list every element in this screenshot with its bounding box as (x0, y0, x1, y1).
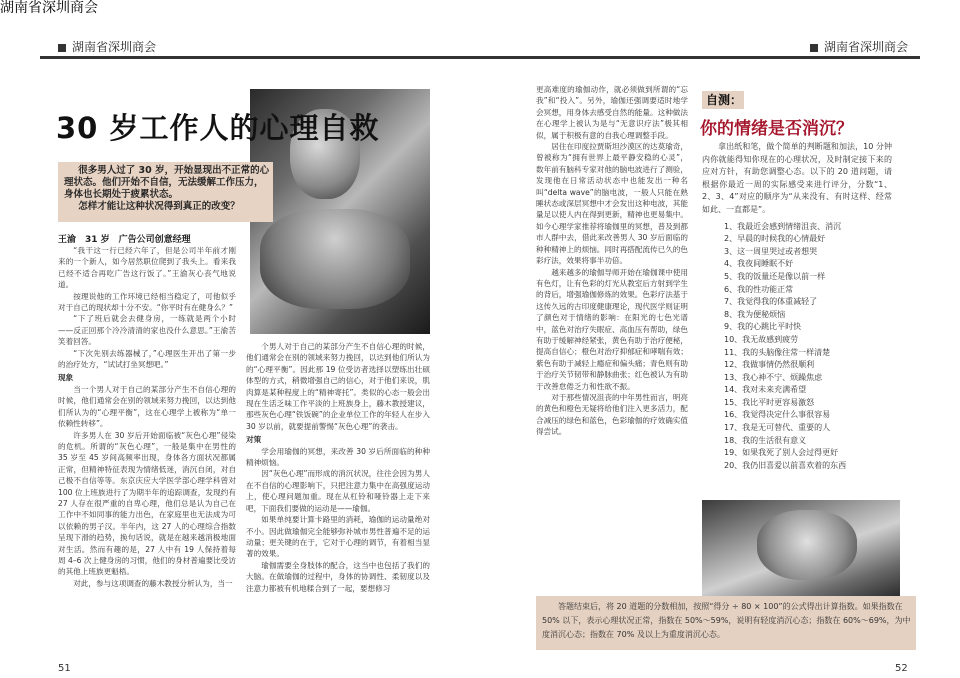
question-item: 2、早晨的时候我的心情最好 (724, 234, 826, 244)
header-square-icon (810, 44, 818, 52)
magazine-spread (0, 34, 960, 678)
question-item: 18、我的生活很有意义 (724, 435, 807, 445)
paragraph: 对于那些情况沮丧的中年男性而言，明亮的黄色和橙色无疑将给他们注入更多活力，配合减压的绿色和蓝色，色彩瑜伽的疗效确实值得尝试。 (536, 392, 688, 437)
question-item: 9、我的心跳比平时快 (724, 322, 802, 332)
right-page (480, 34, 960, 674)
paragraph: 按理说他的工作环境已经相当稳定了，可他似乎对于自己的现状却十分不安。“你平时有在健身么？” (58, 291, 236, 313)
article-title: 30 岁工作人的心理自救 (56, 111, 380, 145)
page-number: 51 (58, 663, 71, 674)
right-column-1 (536, 84, 688, 594)
question-item: 20、我仍旧喜爱以前喜欢着的东西 (724, 460, 847, 470)
question-item: 12、我做事情仍然很顺利 (724, 360, 815, 370)
question-item: 11、我的头脑像往常一样清楚 (724, 347, 831, 357)
paragraph: 瑜伽需要全身肢体的配合，这当中也包括了我们的大脑。在做瑜伽的过程中，身体的协调性、柔韧度以及注意力都被有机地糅合到了一起，要想修习 (246, 560, 430, 593)
header-rule (480, 56, 920, 59)
photo-face (757, 510, 857, 580)
question-list (702, 221, 892, 473)
paragraph: “我干这一行已经六年了，但是公司半年前才刚来的一个新人，如今居然职位爬到了我头上。看来我已经不适合再吃广告这行饭了。”王渝灰心丧气地说道。 (58, 246, 236, 290)
question-item: 4、我夜间睡眠不好 (724, 259, 794, 269)
paragraph: 许多男人在 30 岁后开始面临被“灰色心理”侵染的危机。所谓的“灰色心理”，一般是集中在男性的 35 岁至 45 岁间高频率出现，身体各方面状况都属正常，但精神特征表现为情绪低迷，消沉自闭，对自己极不自信等等。东京庆应大学医学部心理学科曾对 100 位上班族进行了为期半年的追踪调查，发现约有 27 人存在很严重的自卑心理，他们总是认为自己在工作中不如同事的能力出色，在家庭里也无法成为可以依赖的男子汉。半年内，这 27 人的心理综合指数呈现下滑的趋势，换句话说，就是在越来越消极地面对生活。然而有趣的是，27 人中有 19 人保持着每周 4–6 次上健身房的习惯，他们的身材普遍要比受访的其他上班族更魁梧。 (58, 430, 236, 577)
question-item: 5、我的饭量还是像以前一样 (724, 271, 826, 281)
header-rule (40, 56, 480, 59)
question-item: 3、这一周里哭过或者想哭 (724, 246, 818, 256)
intro-text (64, 165, 270, 213)
selftest-label: 自测： (702, 91, 744, 109)
left-column-1 (58, 245, 236, 667)
question-item: 14、我对未来充满希望 (724, 385, 807, 395)
question-item: 13、我心神不宁、烦躁焦虑 (724, 372, 823, 382)
paragraph: 当一个男人对于自己的某部分产生不自信心理的时候，他们通常会在别的领域来努力挽回，以达到他们所认为的“心理平衡”，这在心理学上被称为“单一依赖性转移”。 (58, 384, 236, 429)
question-item: 7、我觉得我的体重减轻了 (724, 297, 818, 307)
question-item: 17、我是无可替代、重要的人 (724, 423, 831, 433)
paragraph: 如果单纯要计算卡路里的消耗，瑜伽的运动量绝对不小。因此做瑜伽完全能够弥补城市男性普遍不足的运动量；更关键的在于，它对于心理的调节，有着相当显著的效果。 (246, 515, 430, 559)
paragraph: 个男人对于自己的某部分产生不自信心理的时候，他们通常会在别的领域来努力挽回，以达到他们所认为的“心理平衡”。因此那 19 位受访者选择以塑练出壮硕体型的方式，稍微增强自己的信心，对于他们来说，肌肉算是某种程度上的“精神寄托”。类似的心态一般会出现在生活乏味工作平淡的上班族身上，藤木教授建议，那些灰色心理“铁饭碗”的企业单位工作的年轻人在步入 30 岁以前，就要提前警惕“灰色心理”的袭击。 (246, 342, 430, 431)
intro-line: 怎样才能让这种状况得到真正的改变？ (78, 201, 240, 212)
paragraph: 对此，参与这项调查的藤木教授分析认为，当一 (73, 578, 233, 588)
selftest-title: 你的情绪是否消沉？ (700, 119, 853, 139)
paragraph: 学会用瑜伽的冥想，来改善 30 岁后所面临的种种精神烦恼。 (246, 446, 430, 468)
photo-arm (260, 209, 410, 309)
header-square-icon (58, 44, 66, 52)
result-paragraph: 答题结束后，将 20 道题的分数相加，按照“得分 ÷ 80 × 100”的公式得出计算指数。如果指数在 50% 以下，表示心理状况正常，指数在 50%～59%，说明有轻度消沉心态；指数在 60%～69%，为中度消沉心态；指数在 70% 及以上为重度消沉心态。 (542, 602, 911, 639)
question-item: 10、我无故感到疲劳 (724, 334, 799, 344)
man-photo-small (702, 500, 900, 597)
left-page (0, 34, 480, 674)
byline: 王渝 31 岁 广告公司创意经理 (58, 235, 191, 245)
right-header (810, 40, 908, 54)
question-item: 1、我最近会感到情绪沮丧、消沉 (724, 221, 842, 231)
question-item: 15、我比平时更容易激怒 (724, 397, 815, 407)
left-column-2 (246, 341, 430, 667)
paragraph: 更高难度的瑜伽动作，就必须做到所谓的“忘我”和“投入”。另外，瑜伽还强调要适时地学会冥想，用身体去感受自然的能量。这种做法在心理学上被认为是与“无意识疗法”极其相似，属于积极有意的自我心理调整手段。 (536, 85, 688, 140)
right-header-label: 湖南省深圳商会 (824, 40, 909, 54)
selftest-intro: 拿出纸和笔，做个简单的判断题和加法，10 分钟内你就能得知你现在的心理状况，及时制定接下来的应对方针，有助您调整心态。以下的 20 道问题，请根据你最近一周的实际感受来进行评分，分数“1、2、3、4”对应的顺序为“从来没有、有时这样、经常如此、一直都是”。 (702, 142, 892, 214)
left-header-label: 湖南省深圳商会 (72, 40, 157, 54)
selftest-column (702, 141, 892, 472)
page-number: 52 (895, 663, 908, 674)
paragraph: 越来越多的瑜伽导师开始在瑜伽课中使用有色灯，让有色彩的灯光从教室后方射到学生的背后，增强瑜伽修炼的效果。色彩疗法基于这传久远的古印度健康理论，现代医学则证明了颜色对于情绪的影响：在阳光的七色光谱中，蓝色对治疗失眠症、高血压有帮助，绿色有助于缓解神经紧张，黄色有助于治疗便秘，提高自信心；橙色对治疗抑郁症和哮喘有效；紫色有助于减轻上瘾症和偏头痛；青色则有助于治疗关节韧带和静脉曲张；红色被认为有助于改善怠倦乏力和性欲不振。 (536, 267, 688, 391)
intro-line: 很多男人过了 30 岁，开始显现出不正常的心理状态。他们开始不自信，无法缓解工作压力，身体也长期处于疲累状态。 (64, 165, 270, 200)
result-text (542, 600, 912, 642)
question-item: 16、我觉得决定什么事很容易 (724, 410, 831, 420)
paragraph: 因“灰色心理”而形成的消沉状况，往往会因为男人在不自信的心理影响下，只把注意力集中在高强度运动上，使心理问题加重。现在从杠铃和哑铃器上走下来吧，下面我们要做的运动是——瑜伽。 (246, 469, 430, 513)
left-header (58, 40, 156, 54)
section-heading: 现象 (58, 373, 74, 383)
question-item: 19、如果我死了别人会过得更好 (724, 448, 839, 458)
section-heading: 对策 (246, 435, 262, 445)
paragraph: 居住在印度拉贾斯坦沙漠区的达莫瑜奇，曾被称为“拥有世界上最平静安稳的心灵”，数年前有脑科专家对他的脑电波进行了测验，发现他在日常活动状态中也能发出一种名叫“delta wave”的脑电波，一般人只能在熟睡状态或深层冥想中才会发出这种电波，其能量足以使人内在得到更新，精神也更易集中。如今心理学家推荐将瑜伽里的冥想，普及到都市人群中去，借此来改善男人 30 岁后面临的种种精神上的烦恼。同时再搭配流传已久的色彩疗法，效果将事半功倍。 (536, 142, 688, 266)
paragraph: “下了班后就会去健身房，一练就是两个小时——反正回那个冷冷清清的家也没什么意思。”王渝苦笑着回答。 (58, 314, 236, 347)
question-item: 6、我的性功能正常 (724, 284, 794, 294)
window-title: 湖南省深圳商会 (0, 0, 98, 16)
paragraph: “下次先别去练器械了，”心理医生开出了第一步的治疗处方，“试试打坐冥想吧。” (58, 348, 236, 370)
question-item: 8、我为便秘烦恼 (724, 309, 786, 319)
